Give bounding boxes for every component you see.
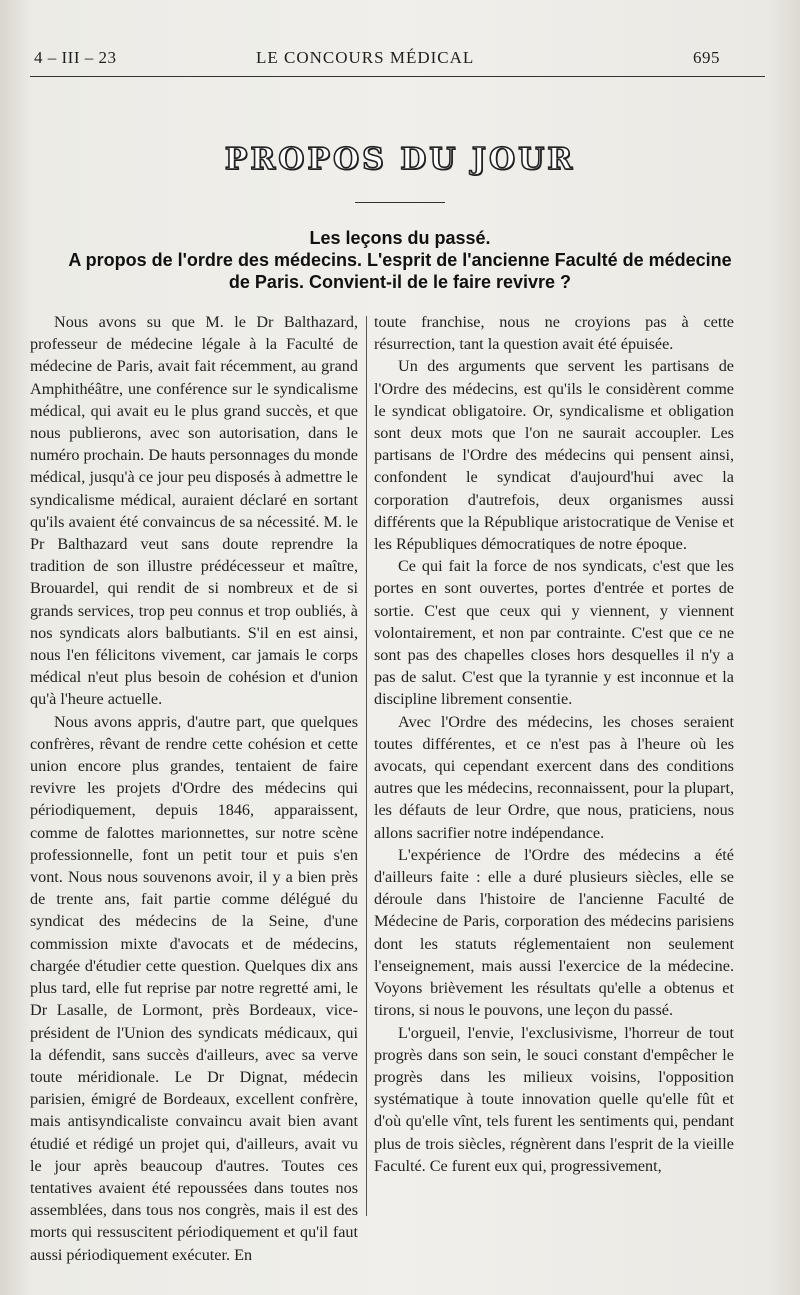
- headline-line-1: Les leçons du passé.: [309, 228, 491, 248]
- journal-title: LE CONCOURS MÉDICAL: [256, 48, 475, 67]
- paragraph: Nous avons su que M. le Dr Balthazard, professeur de médecine légale à la Faculté de médecine de Paris, avait fait récemment, au grand Amphithéâtre, une conférence sur le syndicalisme médical, qui avait eu le plus grand succès, et que nous publierons, avec son autorisation, dans le numéro prochain. De hauts personnages du monde médical, jusqu'à ce jour peu disposés à admettre le syndicalisme médical, auraient déclaré en sortant qu'ils avaient été convaincus de sa nécessité. M. le Pr Balthazard veut sans doute reprendre la tradition de son illustre prédécesseur et maître, Brouardel, qui rendit de si nombreux et de si grands services, trop peu connus et trop oubliés, à nos syndicats alors balbutiants. S'il en est ainsi, nous l'en félicitons vivement, car jamais le corps médical n'eut plus besoin de cohésion et d'union qu'à l'heure actuelle.: [30, 313, 358, 709]
- section-title: PROPOS DU JOUR: [224, 142, 576, 177]
- article-headline: [0, 227, 800, 293]
- header-rule: [30, 76, 765, 77]
- title-divider: [355, 202, 445, 203]
- page-number: 695: [693, 48, 720, 67]
- paragraph: Nous avons appris, d'autre part, que quelques confrères, rêvant de rendre cette cohésion et cette union encore plus grandes, tentaient de faire revivre les projets d'Ordre des médecins qui périodiquement, depuis 1846, apparaissent, comme de falottes marionnettes, sur notre scène professionnelle, font un petit tour et puis s'en vont. Nous nous souvenons avoir, il y a bien près de trente ans, fait partie comme délégué du syndicat des médecins de la Seine, d'une commission mixte d'avocats et de médecins, chargée d'étudier cette question. Quelques dix ans plus tard, elle fut reprise par notre regretté ami, le Dr Lasalle, de Lormont, près Bordeaux, vice-président de l'Union des syndicats médicaux, qui la défendit, sans succès d'ailleurs, avec sa verve toute méridionale. Le Dr Dignat, médecin parisien, émigré de Bordeaux, excellent confrère, mais antisyndicaliste convaincu avait bien avant étudié et rédigé un projet qui, d'ailleurs, avait vu le jour après beaucoup d'autres. Toutes ces tentatives avaient été repoussées dans toutes nos assemblées, dans tous nos congrès, mais il est des morts qui ressuscitent périodiquement et qu'il faut aussi périodiquement exécuter. En: [30, 712, 358, 1264]
- headline-line-2: A propos de l'ordre des médecins. L'esprit de l'ancienne Faculté de médecine: [68, 250, 732, 270]
- paragraph: Ce qui fait la force de nos syndicats, c'est que les portes en sont ouvertes, portes d'entrée et portes de sortie. C'est que ceux qui y viennent, y viennent volontairement, et non par contrainte. C'est que ce ne sont pas des chapelles closes hors desquelles il n'y a pas de salut. C'est que la tyrannie y est inconnue et la discipline librement consentie.: [374, 557, 734, 709]
- paragraph: toute franchise, nous ne croyions pas à cette résurrection, tant la question avait été épuisée.: [374, 313, 734, 354]
- paragraph: L'orgueil, l'envie, l'exclusivisme, l'horreur de tout progrès dans son sein, le souci constant d'empêcher le progrès dans les milieux voisins, l'opposition systématique à toute innovation quelle qu'elle fût et d'où qu'elle vînt, tels furent les sentiments qui, pendant plus de trois siècles, régnèrent dans l'esprit de la vieille Faculté. Ce furent eux qui, progressivement,: [374, 1023, 734, 1175]
- paragraph: Un des arguments que servent les partisans de l'Ordre des médecins, est qu'ils le considèrent comme le syndicat obligatoire. Or, syndicalisme et obligation sont deux mots que l'on ne saurait accoupler. Les partisans de l'Ordre des médecins qui pensent ainsi, confondent le syndicat d'aujourd'hui avec la corporation d'autrefois, deux organismes aussi différents que la République aristocratique de Venise et les Républiques démocratiques de notre époque.: [374, 357, 734, 554]
- left-column: [30, 311, 358, 1266]
- headline-line-3: de Paris. Convient-il de le faire revivre ?: [228, 272, 572, 292]
- column-divider: [366, 316, 367, 1216]
- paragraph: Avec l'Ordre des médecins, les choses seraient toutes différentes, et ce n'est pas à l'heure où les avocats, qui cependant exercent dans des conditions autres que les médecins, reconnaissent, pour la plupart, les défauts de leur Ordre, que nous, praticiens, nous allons sacrifier notre indépendance.: [374, 712, 734, 842]
- paragraph: L'expérience de l'Ordre des médecins a été d'ailleurs faite : elle a duré plusieurs siècles, elle se déroule dans l'histoire de l'ancienne Faculté de Médecine de Paris, corporation des médecins parisiens dont les statuts réglementaient non seulement l'enseignement, mais aussi l'exercice de la médecine. Voyons brièvement les résultats qu'elle a obtenus et tirons, si nous le pouvons, une leçon du passé.: [374, 845, 734, 1020]
- running-header: [34, 48, 719, 72]
- right-column: [374, 311, 734, 1177]
- issue-date: 4 – III – 23: [34, 48, 117, 67]
